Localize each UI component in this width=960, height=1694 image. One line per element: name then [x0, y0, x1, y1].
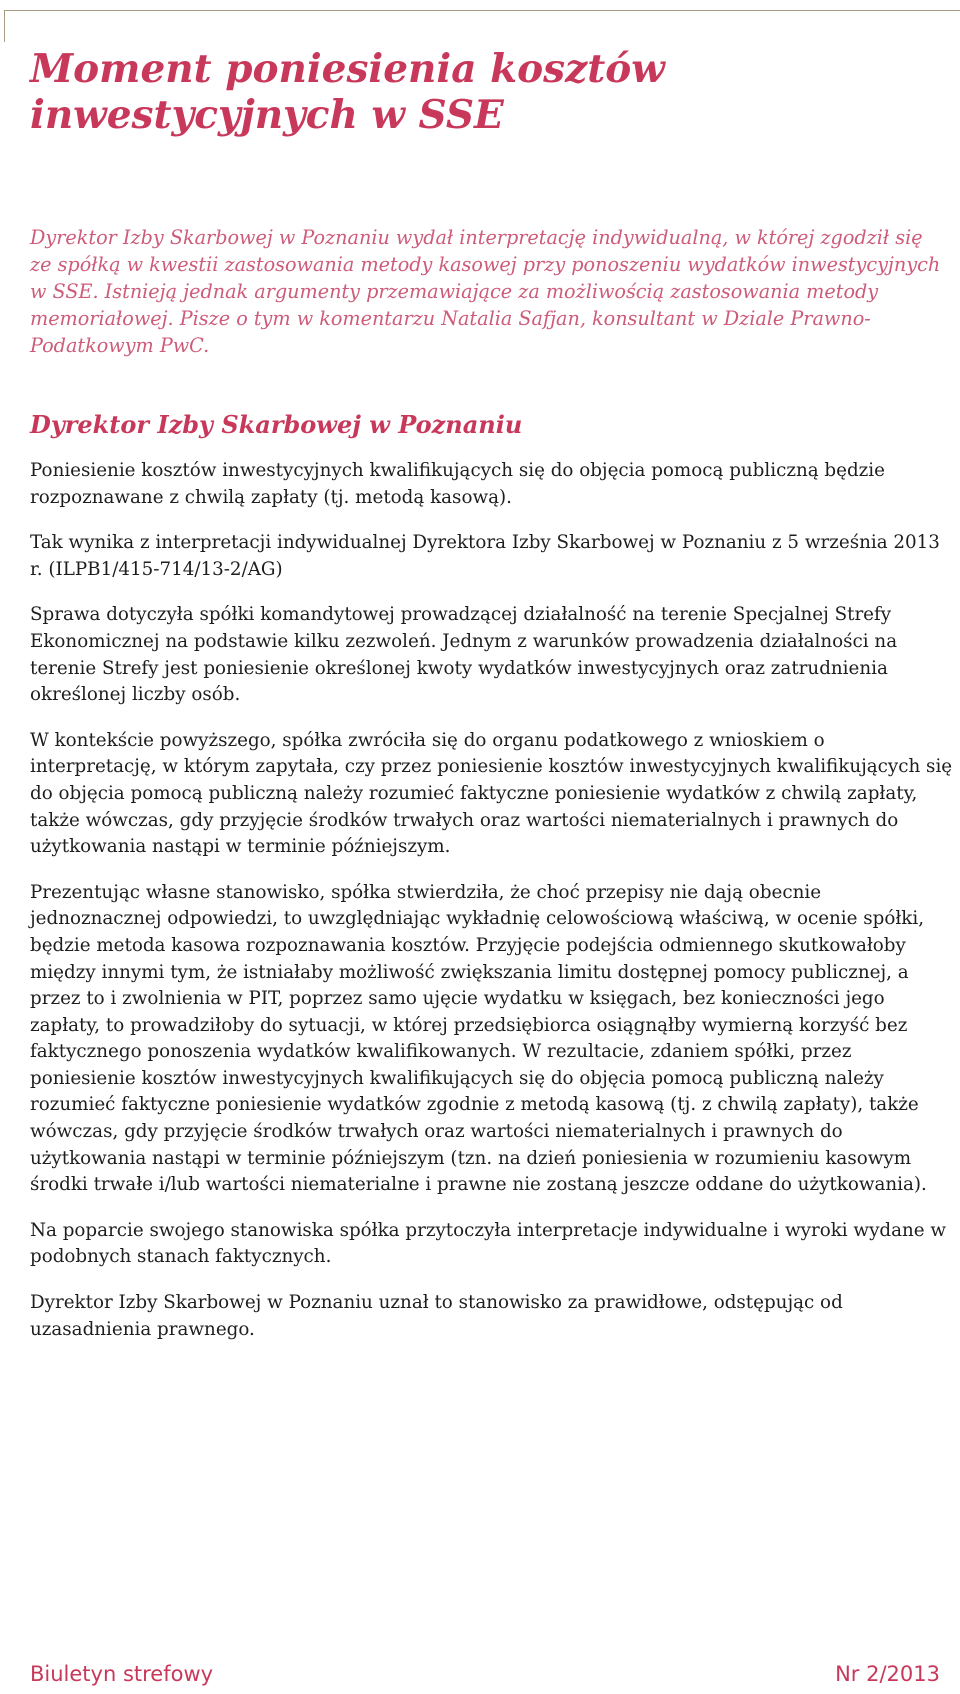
paragraph: Prezentując własne stanowisko, spółka stwierdziła, że choć przepisy nie dają obecnie jednoznacznej odpowiedzi, to uwzględniając wykładnię celowościową właściwą, w ocenie spółki, będzie metoda kasowa rozpoznawania kosztów. Przyjęcie podejścia odmiennego skutkowałoby między innymi tym, że istniałaby możliwość zwiększania limitu dostępnej pomocy publicznej, a przez to i zwolnienia w PIT, poprzez samo ujęcie wydatku w księgach, bez konieczności jego zapłaty, to prowadziłoby do sytuacji, w której przedsiębiorca osiągnąłby wymierną korzyść bez faktycznego ponoszenia wydatków kwalifikowanych. W rezultacie, zdaniem spółki, przez poniesienie kosztów inwestycyjnych kwalifikujących się do objęcia pomocą publiczną należy rozumieć faktyczne poniesienie wydatków zgodnie z metodą kasową (tj. z chwilą zapłaty), także wówczas, gdy przyjęcie środków trwałych oraz wartości niematerialnych i prawnych do użytkowania nastąpi w terminie późniejszym (tzn. na dzień poniesienia w rozumieniu kasowym środki trwałe i/lub wartości niematerialne i prawne nie zostaną jeszcze oddane do użytkowania). [30, 881, 927, 1196]
paragraph: Sprawa dotyczyła spółki komandytowej prowadzącej działalność na terenie Specjalnej Strefy Ekonomicznej na podstawie kilku zezwoleń. Jednym z warunków prowadzenia działalności na terenie Strefy jest poniesienie określonej kwoty wydatków inwestycyjnych oraz zatrudnienia określonej liczby osób. [30, 604, 898, 706]
paragraph: Tak wynika z interpretacji indywidualnej Dyrektora Izby Skarbowej w Poznaniu z 5 września 2013 r. (ILPB1/415-714/13-2/AG) [30, 532, 940, 580]
paragraph: W kontekście powyższego, spółka zwróciła się do organu podatkowego z wnioskiem o interpretację, w którym zapytała, czy przez poniesienie kosztów inwestycyjnych kwalifikujących się do objęcia pomocą publiczną należy rozumieć faktyczne poniesienie wydatków z chwilą zapłaty, także wówczas, gdy przyjęcie środków trwałych oraz wartości niematerialnych i prawnych do użytkowania nastąpi w terminie późniejszym. [30, 729, 953, 858]
paragraph: Na poparcie swojego stanowiska spółka przytoczyła interpretacje indywidualne i wyroki wydane w podobnych stanach faktycznych. [30, 1219, 947, 1268]
section-heading: Dyrektor Izby Skarbowej w Poznaniu [30, 410, 523, 439]
paragraph: Dyrektor Izby Skarbowej w Poznaniu uznał to stanowisko za prawidłowe, odstępując od uzasadnienia prawnego. [30, 1292, 843, 1340]
frame-line-left [4, 10, 5, 42]
paragraph: Poniesienie kosztów inwestycyjnych kwalifikujących się do objęcia pomocą publiczną będzie rozpoznawane z chwilą zapłaty (tj. metodą kasową). [30, 460, 885, 508]
article-lead: Dyrektor Izby Skarbowej w Poznaniu wydał interpretację indywidualną, w której zgodził się ze spółką w kwestii zastosowania metody kasowej przy ponoszeniu wydatków inwestycyjnych w SSE. Istnieją jednak argumenty przemawiające za możliwością zastosowania metody memoriałowej. Pisze o tym w komentarzu Natalia Safjan, konsultant w Dziale Prawno-Podatkowym PwC. [30, 226, 941, 357]
article-title: Moment poniesienia kosztów inwestycyjnych w SSE [30, 46, 665, 138]
footer-issue-number: Nr 2/2013 [835, 1662, 940, 1686]
article-body [30, 458, 955, 1362]
footer-publication-name: Biuletyn strefowy [30, 1662, 214, 1686]
frame-line-top [4, 10, 960, 11]
